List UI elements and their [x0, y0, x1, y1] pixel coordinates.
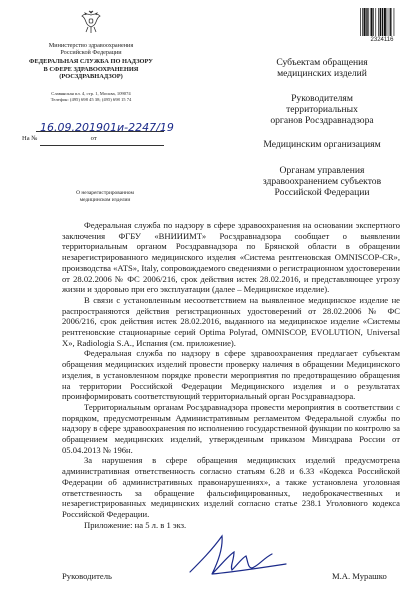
ministry-name	[20, 42, 162, 57]
recipient-line: Российской Федерации	[274, 187, 370, 198]
service-line: ФЕДЕРАЛЬНАЯ СЛУЖБА ПО НАДЗОРУ	[29, 58, 153, 65]
letter-subject	[70, 190, 140, 204]
subject-line: О незарегистрированном	[76, 190, 134, 196]
handwritten-date: 16.09.2019	[40, 121, 103, 134]
attachment-note: Приложение: на 5 л. в 1 экз.	[84, 519, 187, 530]
recipient-line: медицинских изделий	[277, 68, 367, 79]
recipient-line: Руководителям	[291, 93, 353, 104]
service-line: В СФЕРЕ ЗДРАВООХРАНЕНИЯ	[43, 65, 139, 73]
ministry-line: Российской Федерации	[60, 49, 122, 57]
from-label: от	[90, 135, 97, 142]
double-headed-eagle-icon	[80, 10, 102, 34]
body-paragraph: Федеральная служба по надзору в сфере здравоохранения предлагает субъектам обращения медицинских изделий провести проверку наличия в обращении Медицинского изделия, в установленном порядке провести мероприятия по предотвращению обращения на территории Российской Федерации Медицинского изделия и о результатах проинформировать соответствующий территориальный орган Росздравнадзора.	[62, 348, 400, 402]
service-address	[20, 91, 162, 103]
ministry-line: Министерство здравоохранения	[48, 42, 134, 49]
recipient-line: Медицинским организациям	[263, 139, 381, 150]
body-paragraph: Территориальным органам Росздравнадзора провести мероприятия в соответствии с порядком, предусмотренным Административным регламентом Федеральной службы по надзору в сфере здравоохранения по исполнению государственной функции по контролю за обращением медицинских изделий, утвержденным приказом Минздрава России от 05.04.2013 № 196н.	[62, 401, 400, 455]
recipient-line: Органам управления	[279, 165, 365, 176]
address-line: Славянская пл. 4, стр. 1, Москва, 109074	[51, 91, 131, 96]
barcode-number: 2324116	[370, 37, 394, 43]
signatory-position: Руководитель	[62, 571, 112, 581]
signatory-name: М.А. Мурашко	[332, 571, 387, 581]
subject-line: медицинском изделии	[79, 196, 131, 203]
recipient-line: Субъектам обращения	[276, 57, 368, 68]
recipient-block	[252, 139, 392, 150]
service-line: (РОСЗДРАВНАДЗОР)	[59, 73, 123, 81]
reply-reference-underline	[40, 145, 164, 146]
recipient-line: здравоохранением субъектов	[262, 176, 382, 187]
phone-line: Телефон: (495) 698 45 38; (495) 698 15 74	[50, 97, 132, 102]
recipient-block	[252, 165, 392, 198]
service-name	[20, 58, 162, 81]
recipient-block	[252, 57, 392, 79]
body-paragraph: Федеральная служба по надзору в сфере здравоохранения на основании экспертного заключения ФГБУ «ВНИИИМТ» Росздравнадзора сообщает о выявлении территориальным органом Росздравнадзора по Брянской области в обращении незарегистрированного медицинского изделия «Система рентгеновская OMNISCOP-CR», производства «ATS», Italy, сопровождаемого сведениями о регистрационном удостоверении от 28.02.2006 № ФС 2006/216, срок действия истек 28.02.2016, и представляющее угрозу жизни и здоровью при его эксплуатации (далее – Медицинское изделие).	[62, 220, 400, 295]
body-paragraph: В связи с установленным несоответствием на выявленное медицинское изделие не распространяются действия регистрационных удостоверений от 28.02.2006 № ФС 2006/216, срок действия истек 28.02.2016, выданного на медицинское изделие «Системы рентгеновские стационарные серий Optima Polyrad, OMNISCOP, EVOLUTION, Universal X», Radiologia S.A., Испания (см. приложение).	[62, 294, 400, 348]
recipient-line: территориальных	[286, 104, 358, 115]
body-paragraph: За нарушения в сфере обращения медицинских изделий предусмотрена административная ответственность согласно статьям 6.28 и 6.33 «Кодекса Российской Федерации об административных правонарушениях», а также установлена уголовная ответственность за обращение фальсифицированных, недоброкачественных и незарегистрированных медицинских изделий согласно статье 238.1 Уголовного кодекса Российской Федерации.	[62, 455, 400, 519]
recipient-block	[252, 93, 392, 126]
recipient-line: органов Росздравнадзора	[270, 115, 374, 126]
handwritten-number: 01и-2247/19	[103, 121, 174, 134]
no-label: На №	[22, 135, 38, 142]
handwritten-signature	[182, 528, 292, 592]
letter-body	[62, 220, 400, 530]
reply-reference	[22, 135, 97, 142]
barcode	[360, 8, 404, 36]
